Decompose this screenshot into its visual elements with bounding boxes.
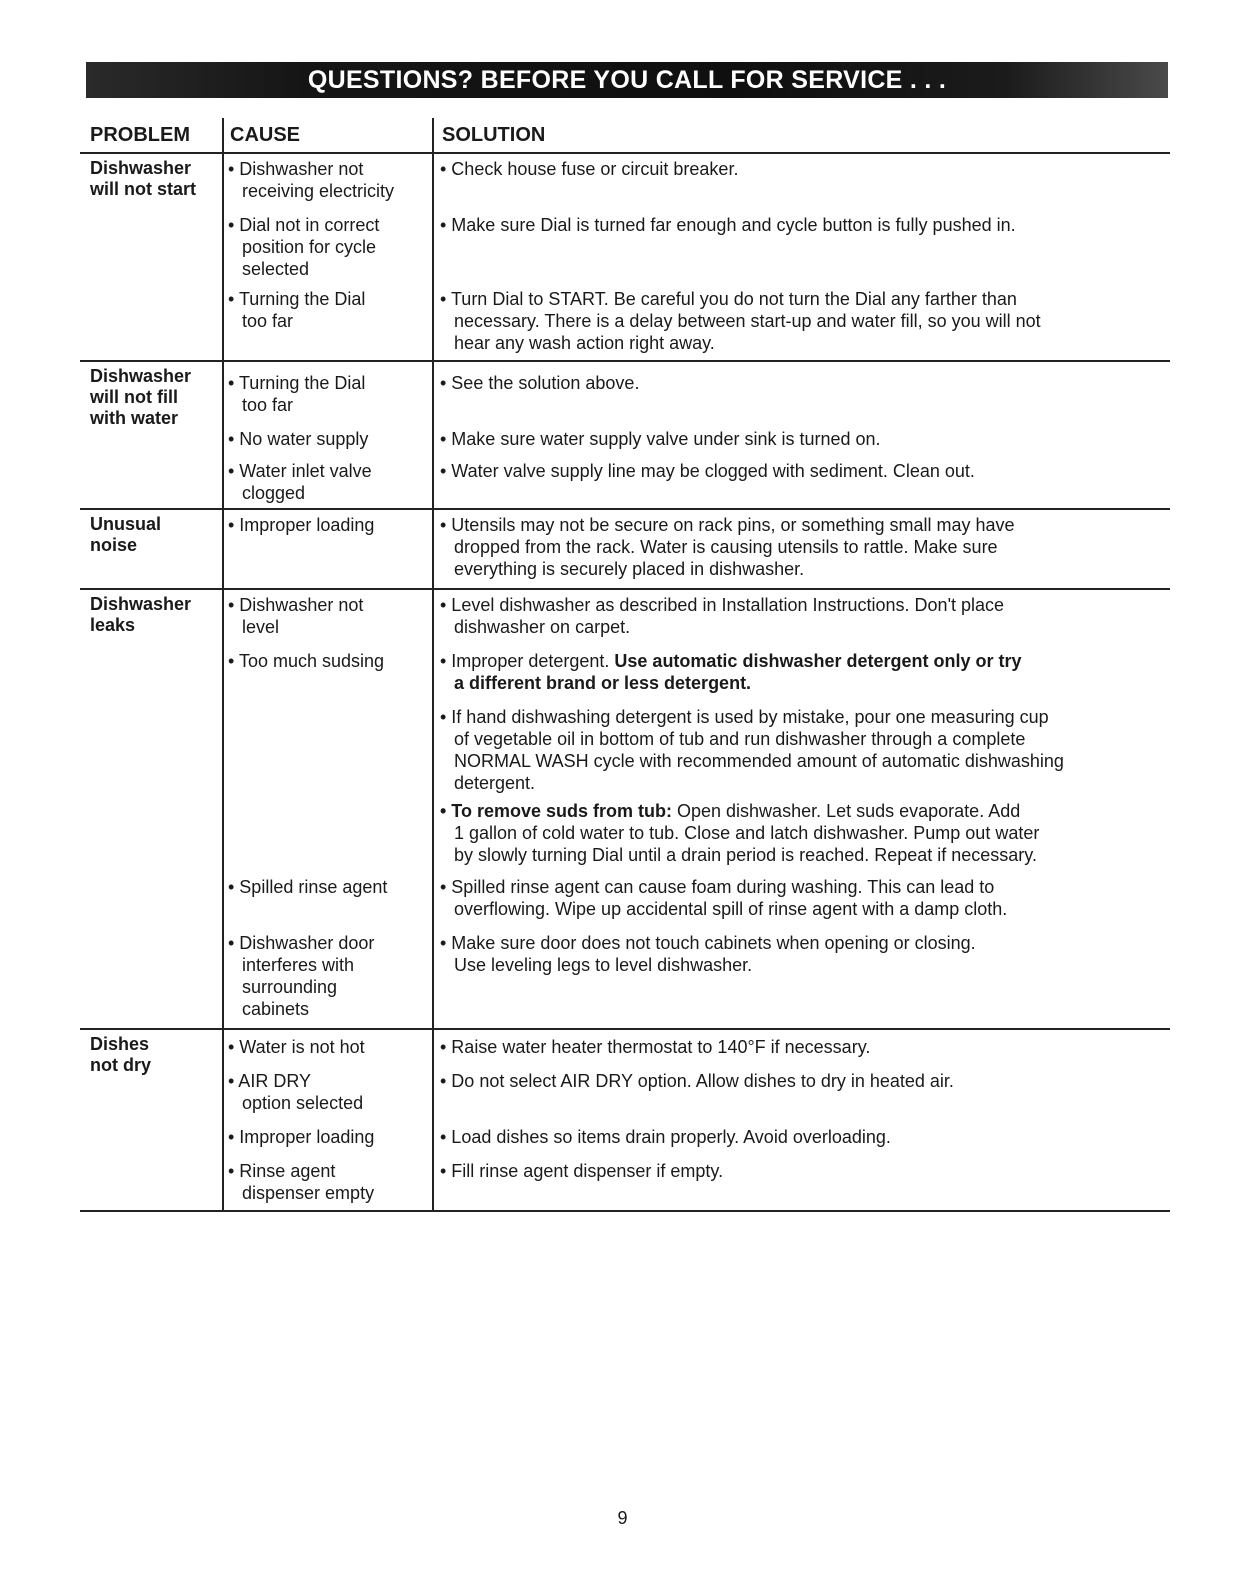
cause-cell: • No water supply <box>228 429 369 449</box>
page-number: 9 <box>617 1508 628 1528</box>
problem-label: Dishes not dry <box>90 1034 151 1075</box>
solution-cell: • Make sure water supply valve under sink is turned on. <box>440 429 881 449</box>
cause-cell: • Rinse agent dispenser empty <box>228 1161 375 1203</box>
troubleshooting-table <box>80 118 1170 1212</box>
table-row <box>80 1070 1170 1126</box>
problem-section-not-dry <box>80 1030 1170 1212</box>
table-row <box>80 800 1170 876</box>
solution-cell: • Level dishwasher as described in Installation Instructions. Don't place dishwasher on carpet. <box>440 595 1005 637</box>
table-row <box>80 158 1170 218</box>
column-header-problem: PROBLEM <box>90 124 190 146</box>
problem-label: Dishwasher leaks <box>90 594 192 635</box>
cause-cell: • Improper loading <box>228 1127 375 1147</box>
column-divider <box>432 118 434 152</box>
cause-cell: • AIR DRY option selected <box>228 1071 364 1113</box>
header-banner <box>86 62 1168 98</box>
solution-cell: • Improper detergent. Use automatic dishwasher detergent only or try a different brand or less detergent. <box>440 651 1022 693</box>
cause-cell: • Dishwasher door interferes with surrounding cabinets <box>228 933 375 1019</box>
cause-cell: • Turning the Dial too far <box>228 289 366 331</box>
table-row <box>80 214 1170 288</box>
table-row <box>80 594 1170 650</box>
solution-cell: • Make sure Dial is turned far enough and cycle button is fully pushed in. <box>440 215 1016 235</box>
solution-cell: • Fill rinse agent dispenser if empty. <box>440 1161 724 1181</box>
table-row <box>80 428 1170 460</box>
cause-cell: • Too much sudsing <box>228 651 385 671</box>
solution-cell: • Do not select AIR DRY option. Allow dishes to dry in heated air. <box>440 1071 954 1091</box>
page-title: QUESTIONS? BEFORE YOU CALL FOR SERVICE . . . <box>307 65 947 94</box>
cause-cell: • Turning the Dial too far <box>228 373 366 415</box>
table-row <box>80 1160 1170 1206</box>
solution-cell: • Utensils may not be secure on rack pins, or something small may have dropped from the rack. Water is causing utensils to rattle. Make sure everything is securely placed in dishwasher. <box>440 515 1015 579</box>
cause-cell: • Water is not hot <box>228 1037 365 1057</box>
solution-cell: • Make sure door does not touch cabinets when opening or closing. Use leveling legs to level dishwasher. <box>440 933 976 975</box>
table-row <box>80 372 1170 428</box>
solution-cell: • To remove suds from tub: Open dishwasher. Let suds evaporate. Add 1 gallon of cold water to tub. Close and latch dishwasher. Pump out water by slowly turning Dial until a drain period is reached. Repeat if necessary. <box>440 801 1040 865</box>
problem-section-will-not-fill <box>80 362 1170 510</box>
table-row <box>80 706 1170 800</box>
solution-cell: • Raise water heater thermostat to 140°F if necessary. <box>440 1037 871 1057</box>
problem-section-will-not-start <box>80 154 1170 362</box>
problem-label: Dishwasher will not fill with water <box>90 366 192 428</box>
table-row <box>80 288 1170 358</box>
problem-label: Dishwasher will not start <box>90 158 197 199</box>
problem-label: Unusual noise <box>90 514 162 555</box>
table-row <box>80 514 1170 584</box>
cause-cell: • Water inlet valve clogged <box>228 461 372 503</box>
solution-cell: • Spilled rinse agent can cause foam during washing. This can lead to overflowing. Wipe up accidental spill of rinse agent with a damp cloth. <box>440 877 1008 919</box>
cause-cell: • Dishwasher not receiving electricity <box>228 159 395 201</box>
problem-section-leaks <box>80 590 1170 1030</box>
table-row <box>80 650 1170 706</box>
cause-cell: • Spilled rinse agent <box>228 877 388 897</box>
solution-cell: • See the solution above. <box>440 373 640 393</box>
table-row <box>80 1126 1170 1160</box>
table-row <box>80 460 1170 508</box>
solution-cell: • Load dishes so items drain properly. Avoid overloading. <box>440 1127 891 1147</box>
column-divider <box>222 118 224 152</box>
column-header-cause: CAUSE <box>230 124 301 146</box>
problem-section-unusual-noise <box>80 510 1170 590</box>
solution-cell: • Check house fuse or circuit breaker. <box>440 159 739 179</box>
cause-cell: • Improper loading <box>228 515 375 535</box>
column-header-solution: SOLUTION <box>442 124 546 146</box>
solution-cell: • Water valve supply line may be clogged with sediment. Clean out. <box>440 461 975 481</box>
cause-cell: • Dial not in correct position for cycle selected <box>228 215 380 279</box>
table-row <box>80 932 1170 1024</box>
table-row <box>80 876 1170 932</box>
solution-cell: • Turn Dial to START. Be careful you do not turn the Dial any farther than necessary. There is a delay between start-up and water fill, so you will not hear any wash action right away. <box>440 289 1041 353</box>
table-header <box>80 118 1170 154</box>
cause-cell: • Dishwasher not level <box>228 595 364 637</box>
table-row <box>80 1036 1170 1070</box>
solution-cell: • If hand dishwashing detergent is used by mistake, pour one measuring cup of vegetable oil in bottom of tub and run dishwasher through a complete NORMAL WASH cycle with recommended amount of automatic dishwashing detergent. <box>440 707 1064 793</box>
